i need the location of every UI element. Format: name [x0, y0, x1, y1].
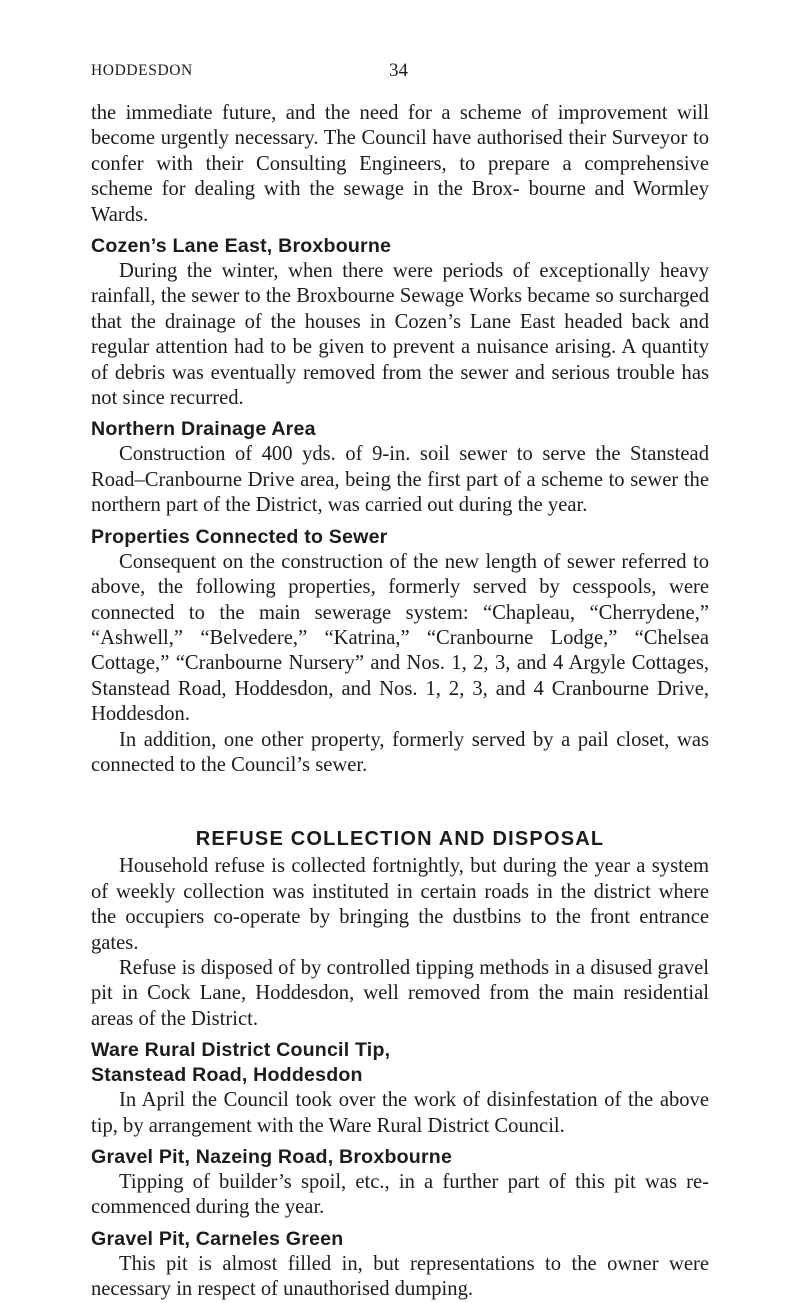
heading-carneles-pit: Gravel Pit, Carneles Green	[91, 1227, 344, 1250]
paragraph-nazeing-pit: Tipping of builder’s spoil, etc., in a further part of this pit was re-commenced during the year.	[91, 1171, 709, 1219]
running-head	[91, 62, 711, 82]
heading-northern-drainage: Northern Drainage Area	[91, 418, 316, 441]
paragraph-intro: the immediate future, and the need for a scheme of improvement will become urgently necessary. The Council have authorised their Surveyor to confer with their Consulting Engineers, to prepare a comprehensive scheme for dealing with the sewage in the Brox- bourne and Wormley Wards.	[91, 102, 709, 226]
paragraph-ware-tip: In April the Council took over the work of disinfestation of the above tip, by arrangement with the Ware Rural District Council.	[91, 1089, 709, 1137]
paragraph-properties-list: Consequent on the construction of the new length of sewer referred to above, the following properties, formerly served by cesspools, were connected to the main sewerage system: “Chapleau, “Cherrydene,” “Ashwell,” “Belvedere,” “Katrina,” “Cranbourne Lodge,” “Chelsea Cottage,” “Cranbourne Nursery” and Nos. 1, 2, 3, and 4 Argyle Cottages, Stanstead Road, Hoddesdon, and Nos. 1, 2, 3, and 4 Cranbourne Drive, Hoddesdon.	[91, 550, 709, 726]
heading-ware-tip-line1: Ware Rural District Council Tip,	[91, 1039, 391, 1062]
page-number: 34	[389, 60, 408, 81]
paragraph-cozens-lane: During the winter, when there were periods of exceptionally heavy rainfall, the sewer to the Broxbourne Sewage Works became so surcharged that the drainage of the houses in Cozen’s Lane East headed back and regular attention had to be given to prevent a nuisance arising. A quantity of debris was eventually removed from the sewer and serious trouble has not since recurred.	[91, 260, 709, 410]
paragraph-refuse-collection: Household refuse is collected fortnightly, but during the year a system of weekly collection was instituted in certain roads in the district where the occupiers co-operate by bringing the dustbins to the front entrance gates.	[91, 855, 709, 954]
heading-cozens-lane: Cozen’s Lane East, Broxbourne	[91, 235, 392, 258]
heading-ware-tip	[91, 1038, 709, 1088]
heading-properties-connected: Properties Connected to Sewer	[91, 525, 388, 548]
paragraph-pail-closet: In addition, one other property, formerly served by a pail closet, was connected to the Council’s sewer.	[91, 728, 709, 776]
section-heading-refuse: REFUSE COLLECTION AND DISPOSAL	[195, 828, 605, 851]
paragraph-refuse-disposal: Refuse is disposed of by controlled tipping methods in a disused gravel pit in Cock Lane, Hoddesdon, well removed from the main residential areas of the District.	[91, 956, 709, 1030]
paragraph-northern-drainage: Construction of 400 yds. of 9-in. soil sewer to serve the Stanstead Road–Cranbourne Drive area, being the first part of a scheme to sewer the northern part of the District, was carried out during the year.	[91, 443, 709, 517]
running-head-title: HODDESDON	[91, 62, 193, 79]
heading-ware-tip-line2: Stanstead Road, Hoddesdon	[91, 1064, 363, 1087]
paragraph-carneles-pit: This pit is almost filled in, but representations to the owner were necessary in respect of unauthorised dumping.	[91, 1252, 709, 1301]
body-text	[91, 101, 709, 1303]
heading-nazeing-pit: Gravel Pit, Nazeing Road, Broxbourne	[91, 1146, 453, 1168]
